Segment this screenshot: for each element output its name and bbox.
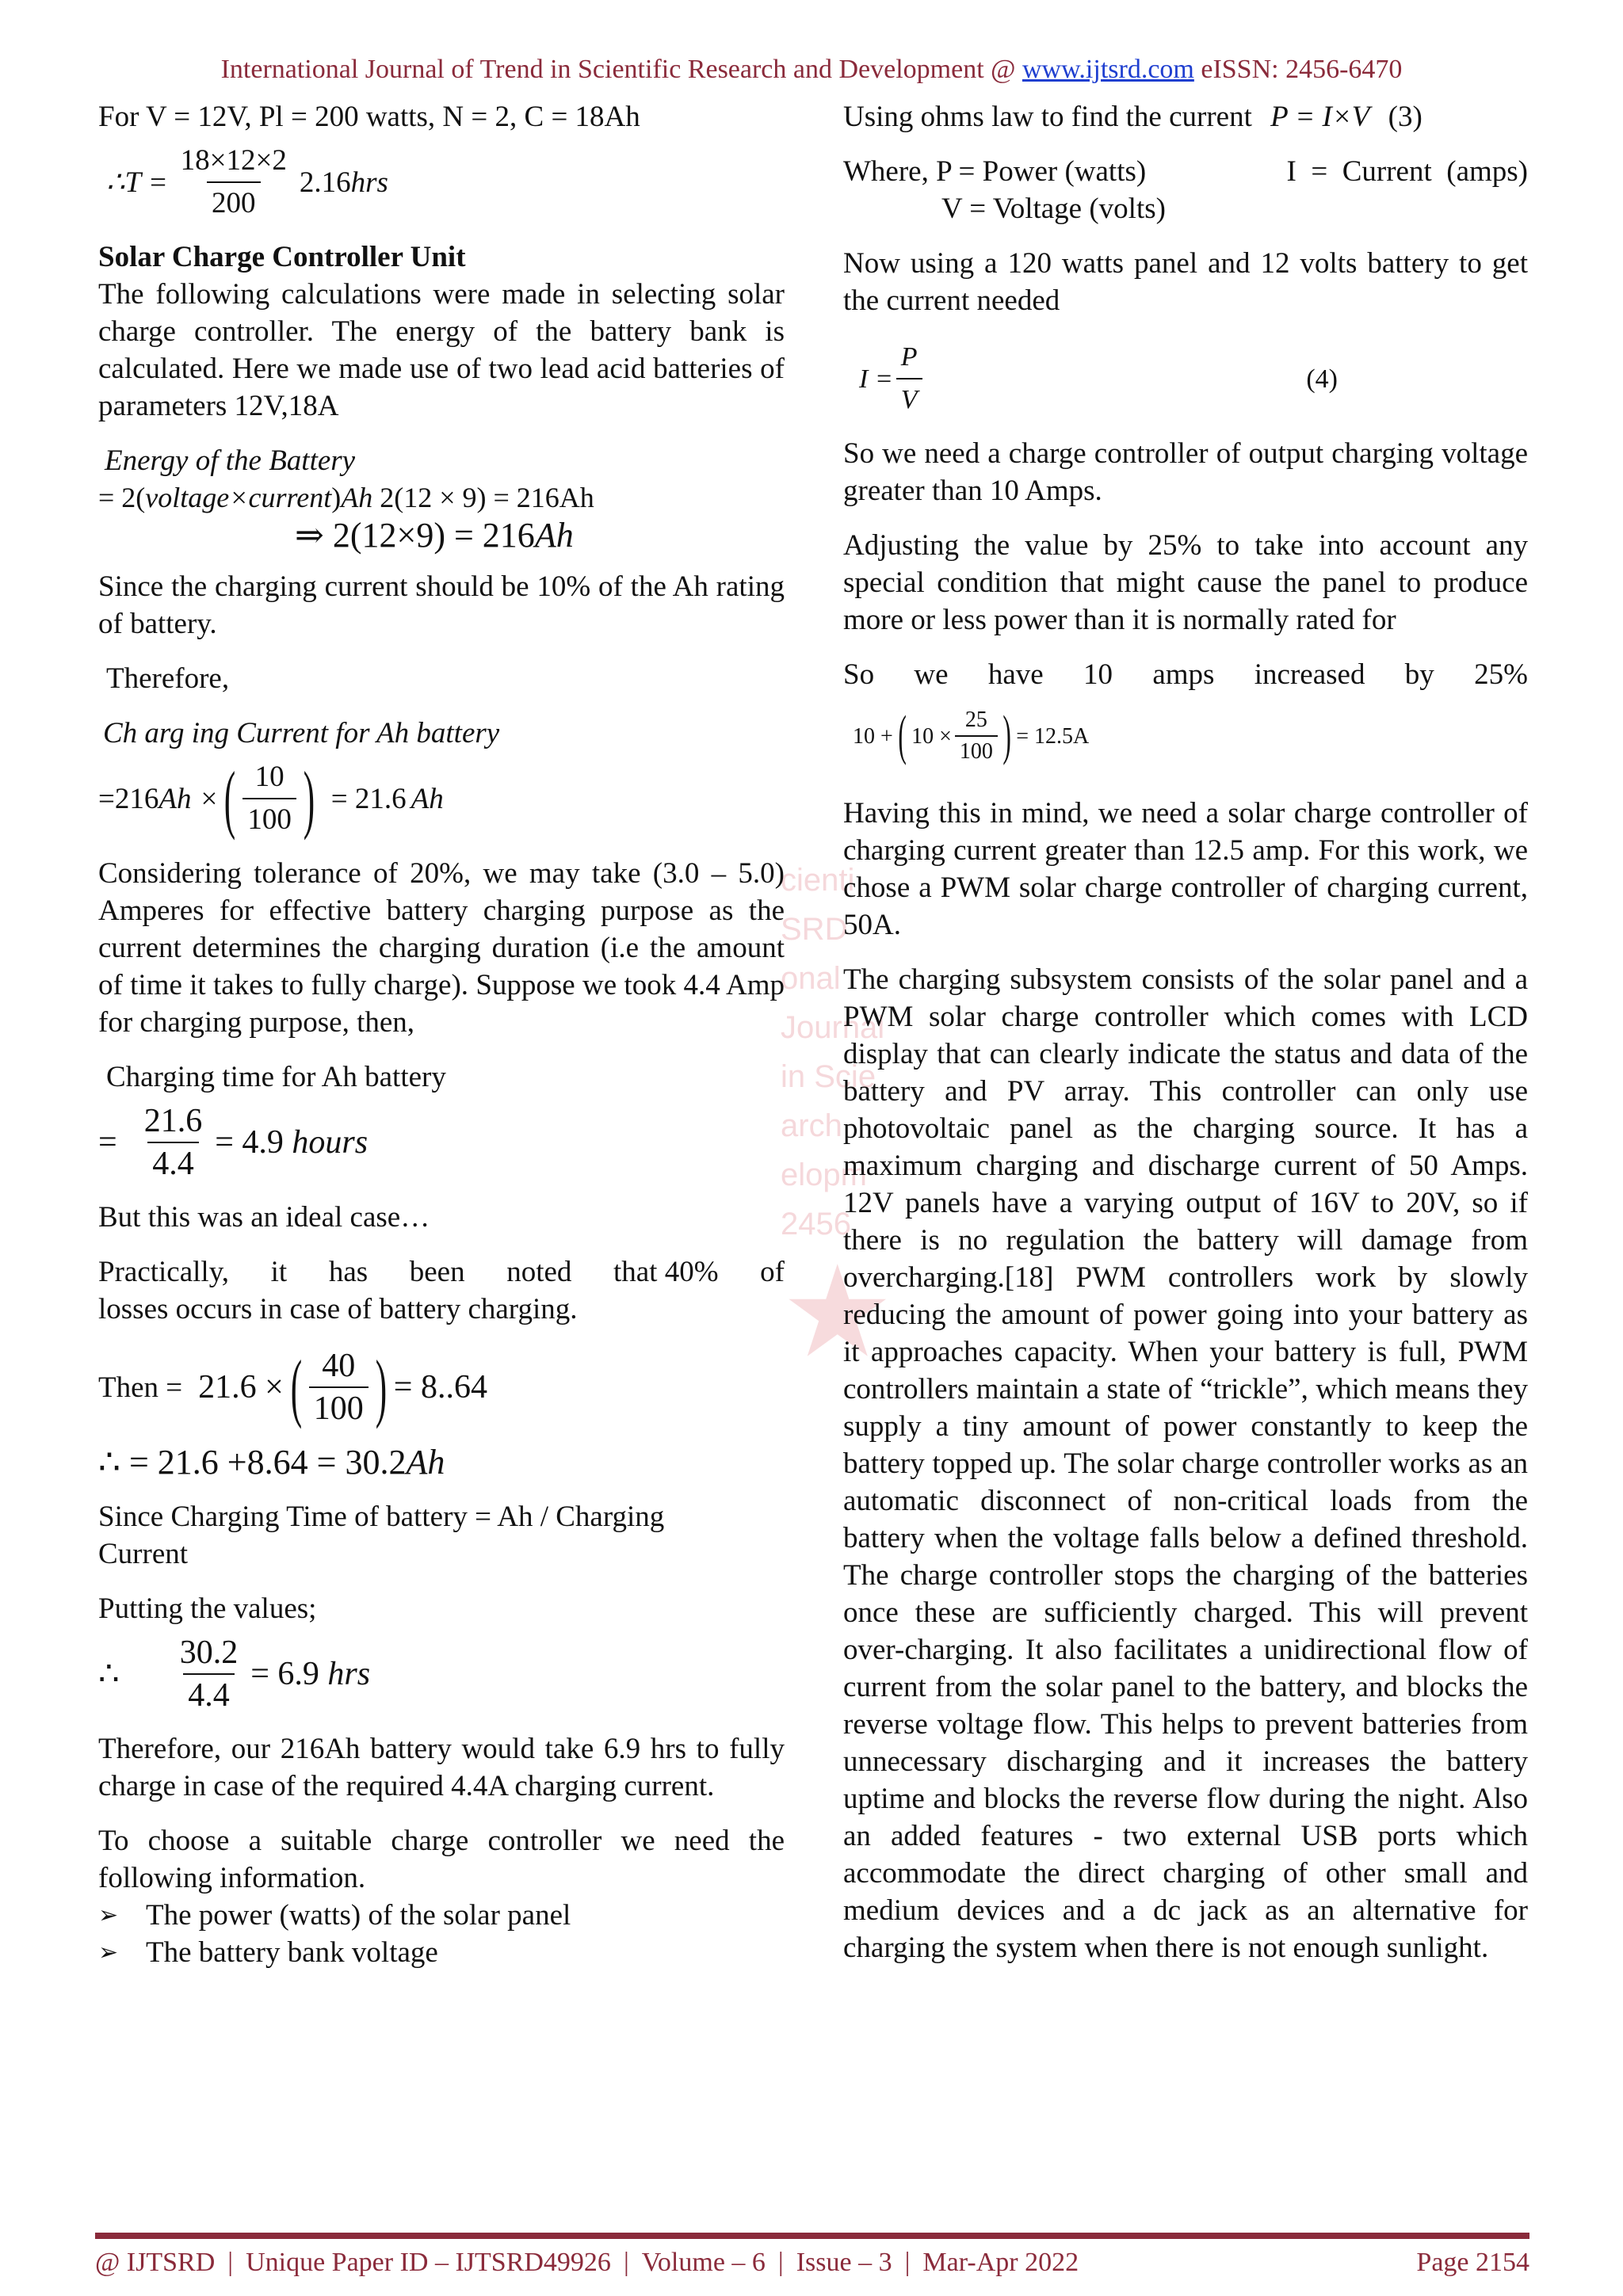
denominator: V <box>896 378 922 421</box>
numerator: 40 <box>322 1348 356 1384</box>
denominator: 4.4 <box>183 1673 235 1716</box>
equation-rhs: = 12.5A <box>1016 723 1090 749</box>
energy-equation-1 <box>98 479 785 517</box>
footer-volume: Volume – 6 <box>641 2248 766 2277</box>
footer-journal: @ IJTSRD <box>95 2248 216 2277</box>
equation-then <box>98 1345 785 1429</box>
paren: ( <box>290 1344 303 1429</box>
equation-final <box>98 1632 785 1716</box>
equation-unit: Ah <box>534 516 574 555</box>
denominator: 100 <box>309 1386 369 1429</box>
equation-lhs: = <box>98 1123 117 1161</box>
watermark-text: elopm <box>781 1158 867 1192</box>
ohms-law-line <box>843 98 1528 135</box>
paragraph: Having this in mind, we need a solar charge controller of charging current greater than 12.5 amp. For this work, we chose a PWM solar charge controller of charging current, 50A. <box>843 797 1528 941</box>
footer-rule <box>95 2233 1529 2239</box>
fraction <box>896 337 922 421</box>
equation-unit: hrs <box>350 166 388 199</box>
equation-unit: Ah <box>411 782 444 815</box>
list-item <box>98 1897 785 1934</box>
watermark-text: arch <box>781 1108 842 1143</box>
word: So <box>843 658 875 691</box>
energy-equation-2 <box>295 517 785 554</box>
paragraph: The following calculations were made in selecting solar charge controller. The energy of the battery bank is calculated. Here we made use of two lead acid batteries of parameters 12V,18A <box>98 278 785 422</box>
putting-values: Putting the values; <box>98 1592 317 1625</box>
equation-i <box>859 337 1528 421</box>
list-item <box>98 1934 785 1971</box>
numerator: 25 <box>964 707 987 732</box>
equation-lhs: =216 <box>98 782 159 815</box>
equation-rhs: = 21.6 <box>330 782 407 815</box>
numerator: 21.6 <box>143 1103 203 1139</box>
equation-part: = 2( <box>98 482 146 513</box>
star-seal-icon: ★ <box>781 1241 895 1383</box>
denominator: 4.4 <box>147 1142 199 1184</box>
watermark-text: 2456 <box>781 1207 851 1241</box>
word: we <box>914 658 949 691</box>
equation-part: ) <box>331 482 342 513</box>
word: that 40% <box>613 1256 719 1288</box>
word: have <box>987 658 1044 691</box>
equation-unit: hrs <box>327 1655 371 1692</box>
equation-part: voltage×current <box>145 482 332 513</box>
fraction <box>242 757 296 841</box>
equation-charging-current <box>98 757 785 841</box>
where-line <box>843 153 1528 190</box>
given-values: For V = 12V, Pl = 200 watts, N = 2, C = 18Ah <box>98 101 640 133</box>
paragraph: Considering tolerance of 20%, we may take (3.0 – 5.0) Amperes for effective battery charging purpose as the current determines the charging duration (i.e the amount of time it takes to fully charge). Suppose we took 4.4 Amp for charging purpose, then, <box>98 857 785 1039</box>
equation-part: 2(12 × 9) = 216Ah <box>372 482 594 513</box>
equation-part: Ah <box>341 482 373 513</box>
equation-part: 21.6 × <box>198 1368 284 1405</box>
footer-paper-id: Unique Paper ID – IJTSRD49926 <box>246 2248 611 2277</box>
fraction <box>309 1345 369 1429</box>
arrow-bullet-icon: ➢ <box>98 1939 119 1966</box>
paren: ) <box>1002 705 1011 766</box>
word: 25% <box>1474 658 1528 691</box>
watermark-text: SRD <box>781 912 848 947</box>
equation-part: ∴ = 21.6 +8.64 = 30.2 <box>98 1443 407 1482</box>
paragraph: But this was an ideal case… <box>98 1201 430 1234</box>
equation-lhs: I = <box>859 364 893 394</box>
text: I = Current (amps) <box>1286 155 1528 188</box>
equation-unit: Ah <box>406 1443 445 1482</box>
charging-time-label: Charging time for Ah battery <box>106 1061 446 1093</box>
header-prefix: International Journal of Trend in Scientific Research and Development @ <box>220 55 1022 84</box>
equation-increase <box>853 698 1528 774</box>
paragraph: So we need a charge controller of output charging voltage greater than 10 Amps. <box>843 437 1528 507</box>
numerator: 10 <box>254 761 285 793</box>
paragraph: Current <box>98 1538 189 1570</box>
equation-rhs: = 6.9 <box>250 1655 319 1692</box>
equation-lhs: 10 + <box>853 723 893 749</box>
list-item-text: The power (watts) of the solar panel <box>146 1899 571 1932</box>
charging-current-label: Ch arg ing Current for Ah battery <box>103 717 500 749</box>
equation-t <box>106 140 785 224</box>
paragraph: losses occurs in case of battery charging. <box>98 1293 578 1325</box>
equation-charging-time <box>98 1100 785 1184</box>
paren: ) <box>375 1344 387 1429</box>
equation: P = I×V <box>1270 101 1370 133</box>
arrow-bullet-icon: ➢ <box>98 1901 119 1929</box>
numerator: P <box>900 342 918 372</box>
paragraph: Now using a 120 watts panel and 12 volts battery to get the current needed <box>843 247 1528 317</box>
equation-lhs: ∴ <box>98 1655 120 1692</box>
text: Where, P = Power (watts) <box>843 155 1147 188</box>
footer-issue: Issue – 3 <box>796 2248 892 2277</box>
operator: × <box>200 782 218 815</box>
word: amps <box>1152 658 1215 691</box>
word: it <box>270 1256 288 1288</box>
fraction <box>955 705 998 767</box>
left-column <box>98 98 785 1971</box>
text: Using ohms law to find the current <box>843 101 1252 133</box>
word: of <box>760 1256 785 1288</box>
paragraph: V = Voltage (volts) <box>941 193 1166 225</box>
so-we-have-line <box>843 656 1528 693</box>
header-suffix: eISSN: 2456-6470 <box>1193 55 1403 84</box>
fraction <box>139 1100 208 1184</box>
paragraph: The charging subsystem consists of the solar panel and a PWM solar charge controller which comes with LCD display that can clearly indicate the status and data of the battery and PV array. This controller can only use photovoltaic panel as the charging source. It has a maximum charging and discharge current of 50 Amps. 12V panels have a varying output of 16V to 20V, so if there is no regulation the battery will damage from overcharging.[18] PWM controllers work by slowly reducing the amount of power going into your battery as it approaches capacity. When your battery is full, PWM controllers maintain a state of “trickle”, which means they supply a tiny amount of power constantly to keep the battery topped up. The solar charge controller works as an automatic disconnect of non-critical loads from the battery when the voltage falls below a defined threshold. The charge controller stops the charging of the batteries once these are sufficiently charged. This will prevent over-charging. It also facilitates a unidirectional flow of current from the solar panel to the battery, and blocks the reverse voltage flow. This helps to prevent batteries from unnecessary discharging and it increases the battery uptime and blocks the reverse flow during the night. Also an added features - two external USB ports which accommodate the direct charging of other small and medium devices and a dc jack as an alternative for charging the system when there is not enough sunlight. <box>843 963 1528 1964</box>
running-header <box>0 51 1623 88</box>
numerator: 30.2 <box>179 1634 239 1671</box>
paren: ( <box>898 705 907 766</box>
paragraph: Adjusting the value by 25% to take into account any special condition that might cause the panel to produce more or less power than it is normally rated for <box>843 529 1528 636</box>
watermark-text: in Scie <box>781 1059 876 1094</box>
paragraph: Since the charging current should be 10% of the Ah rating of battery. <box>98 570 785 640</box>
word: been <box>409 1256 465 1288</box>
word: increased <box>1254 658 1365 691</box>
denominator: 100 <box>955 735 998 767</box>
fraction <box>175 1632 243 1716</box>
numerator: 18×12×2 <box>180 144 287 177</box>
denominator: 200 <box>207 181 261 224</box>
equation-part: ⇒ 2(12×9) = 216 <box>295 516 535 555</box>
page-footer: @ IJTSRD | Unique Paper ID – IJTSRD49926 | Volume – 6 | Issue – 3 | Mar-Apr 2022 Page 2154 <box>95 2244 1529 2281</box>
paren: ( <box>224 756 236 841</box>
word: by <box>1404 658 1434 691</box>
equation-unit: hours <box>292 1123 369 1161</box>
paragraph: To choose a suitable charge controller we need the following information. <box>98 1825 785 1894</box>
watermark-text: onal Journal <box>781 961 885 1045</box>
word: 10 <box>1083 658 1113 691</box>
paren: ) <box>303 756 315 841</box>
energy-label: Energy of the Battery <box>105 444 356 477</box>
right-column <box>843 98 1528 1984</box>
word: Practically, <box>98 1256 230 1288</box>
equation-lhs: Then = <box>98 1371 183 1404</box>
footer-date: Mar-Apr 2022 <box>922 2248 1079 2277</box>
denominator: 100 <box>242 798 296 841</box>
footer-page-number: Page 2154 <box>1416 2248 1529 2277</box>
paragraph: Therefore, our 216Ah battery would take 6.9 hrs to fully charge in case of the required 4.4A charging current. <box>98 1733 785 1802</box>
equation-number: (4) <box>1306 364 1338 394</box>
fraction <box>176 140 292 224</box>
equation-rhs: = 4.9 <box>215 1123 284 1161</box>
equation-sum <box>98 1444 785 1481</box>
list-item-text: The battery bank voltage <box>146 1936 438 1969</box>
equation-rhs: 2.16 <box>299 166 351 199</box>
equation-rhs: = 8..64 <box>393 1368 487 1405</box>
watermark-text: cienti <box>781 863 855 898</box>
journal-link[interactable]: www.ijtsrd.com <box>1022 55 1194 84</box>
since-time-line: Since Charging Time of battery = Ah / Charging <box>98 1501 665 1533</box>
paragraph: Therefore, <box>106 662 230 695</box>
word: has <box>328 1256 369 1288</box>
equation-unit: Ah <box>158 782 192 815</box>
word: noted <box>506 1256 572 1288</box>
section-heading: Solar Charge Controller Unit <box>98 241 466 273</box>
equation-lhs: ∴T = <box>106 166 168 199</box>
equation-part: 10 × <box>911 723 952 749</box>
equation-number: (3) <box>1388 101 1423 133</box>
practically-line <box>98 1253 785 1291</box>
